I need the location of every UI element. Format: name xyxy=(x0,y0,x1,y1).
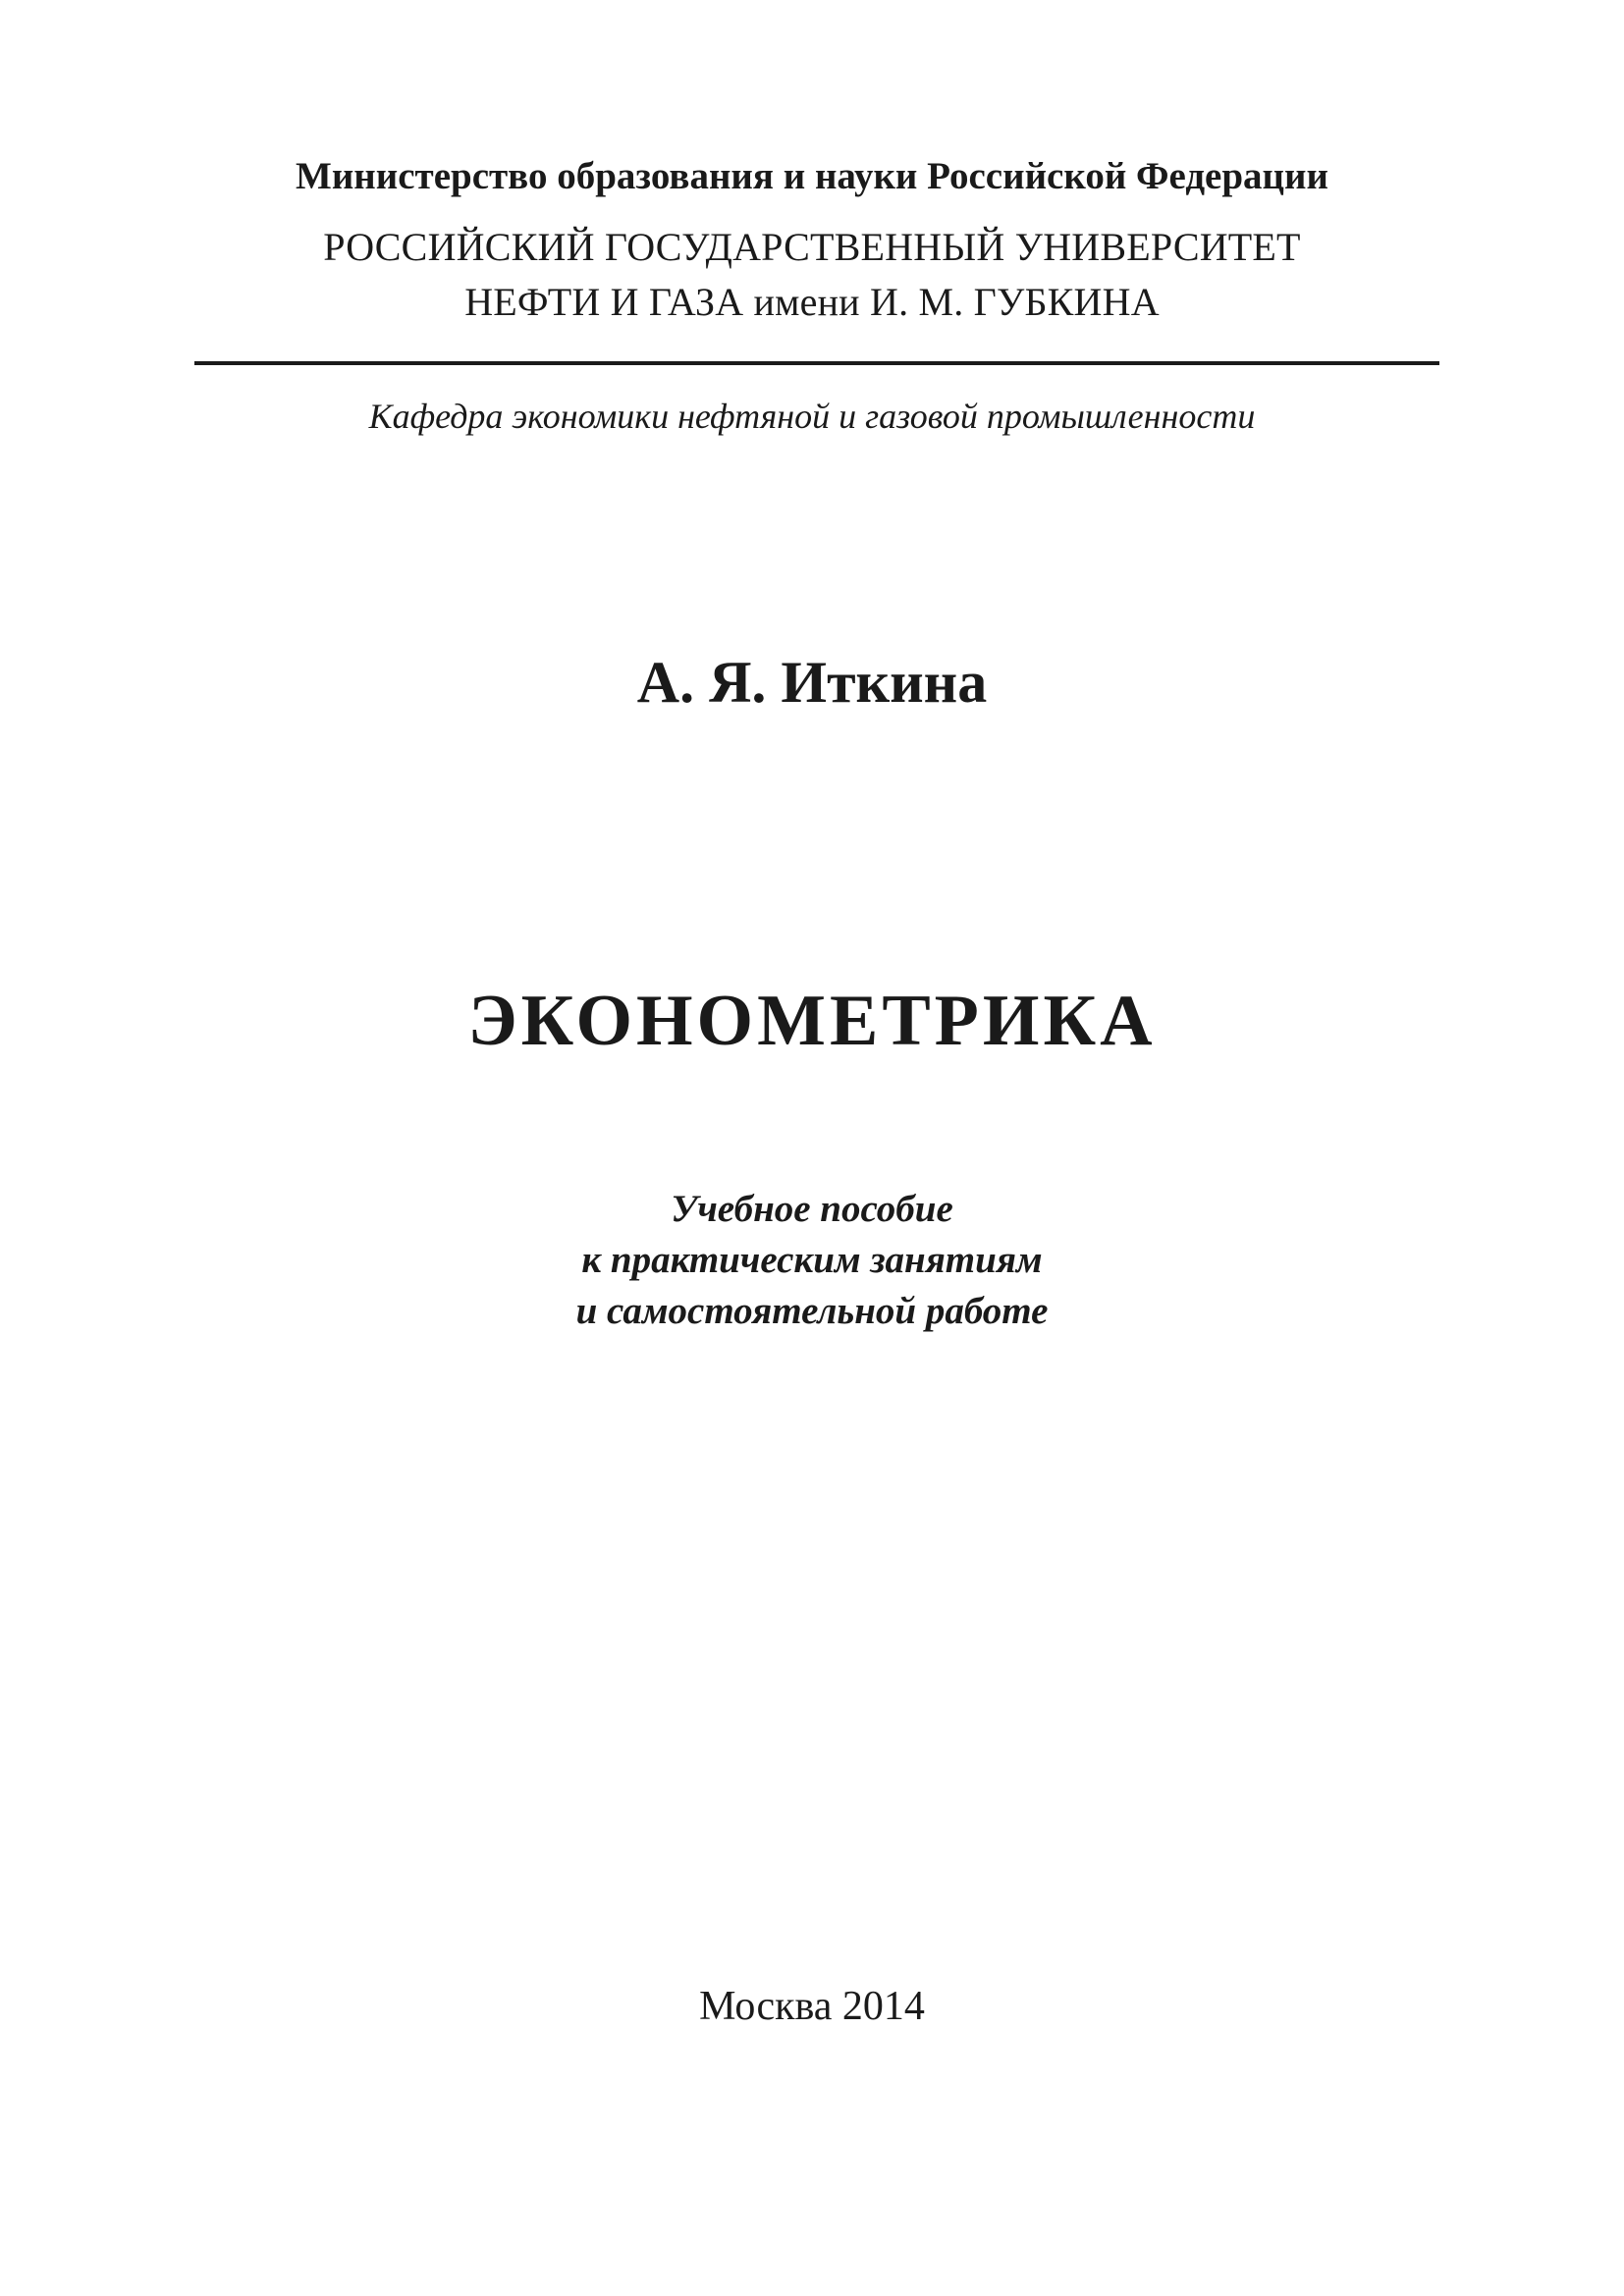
subtitle-line-2: к практическим занятиям xyxy=(581,1239,1043,1281)
ministry-name: Министерство образования и науки Российской Федерации xyxy=(296,155,1328,197)
subtitle-line-3: и самостоятельной работе xyxy=(575,1290,1049,1332)
university-name-line-1: РОССИЙСКИЙ ГОСУДАРСТВЕННЫЙ УНИВЕРСИТЕТ xyxy=(323,225,1301,269)
author-name: А. Я. Иткина xyxy=(636,650,988,715)
book-title: ЭКОНОМЕТРИКА xyxy=(467,981,1157,1061)
header-divider xyxy=(194,361,1439,365)
department-name: Кафедра экономики нефтяной и газовой промышленности xyxy=(368,397,1256,436)
publication-place-year: Москва 2014 xyxy=(699,1984,925,2029)
subtitle-line-1: Учебное пособие xyxy=(671,1188,953,1230)
university-name-line-2: НЕФТИ И ГАЗА имени И. М. ГУБКИНА xyxy=(464,280,1160,324)
